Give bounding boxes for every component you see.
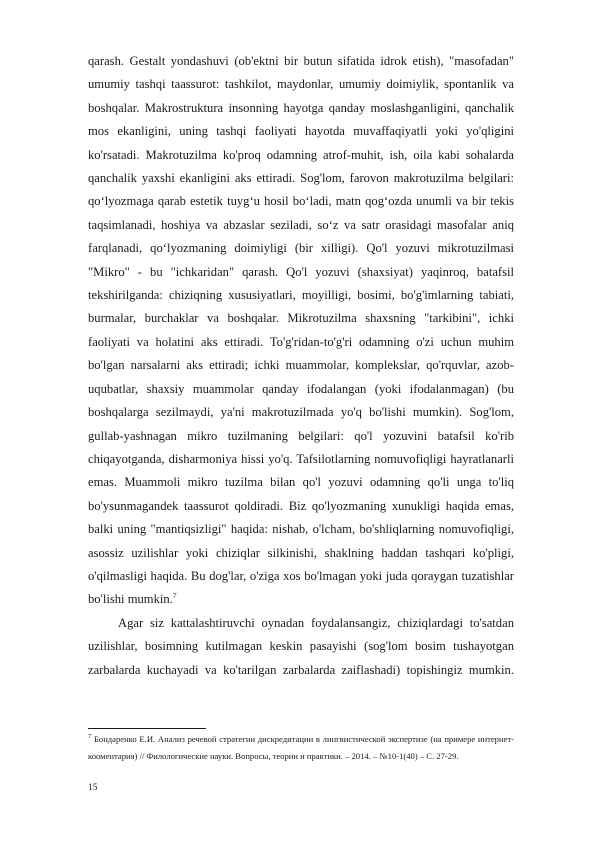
footnote-number: 7 — [88, 733, 92, 741]
paragraph-1-text: qarash. Gestalt yondashuvi (ob'ektni bir butun sifatida idrok etish), "masofadan" umumiy tashqi taassurot: tashkilot, maydonlar, umumiy doimiylik, spontanlik va boshqalar. Makrostruktura insonning hayotga qanday moslashganligini, qanchalik mos ekanligini, uning tashqi faoliyati hayotda muvaffaqiyatli yoki yo'qligini ko'rsatadi. Makrotuzilma ko'proq odamning atrof-muhit, ish, oila kabi sohalarda qanchalik yaxshi ekanligini aks ettiradi. Sog'lom, farovon makrotuzilma belgilari: qo‘lyozmaga qarab estetik tuyg‘u hosil bo‘ladi, matn qog‘ozda unumli va bir tekis taqsimlanadi, hoshiya va abzaslar seziladi, so‘z va satr orasidagi masofalar aniq farqlanadi, qo‘lyozmaning doimiyligi (bir xilligi). Qo'l yozuvi mikrotuzilmasi "Mikro" - bu "ichkaridan" qarash. Qo'l yozuvi (shaxsiyat) yaqinroq, batafsil tekshirilganda: chiziqning xususiyatlari, moyilligi, bosimi, bo'g'imlarning tabiati, burmalar, burchaklar va boshqalar. Mikrotuzilma shaxsning "tarkibini", ichki faoliyati va holatini aks ettiradi. To'g'ridan-to'g'ri odamning o'zi uchun muhim bo'lgan narsalarni aks ettiradi; ichki muammolar, komplekslar, qo'rquvlar, azob-uqubatlar, shaxsiy muammolar qanday ifodalangan (yoki ifodalanmagan) (bu boshqalarga sezilmaydi, ya'ni makrotuzilmada yo'q bo'lishi mumkin). Sog'lom, gullab-yashnagan mikro tuzilmaning belgilari: qo'l yozuvini batafsil ko'rib chiqayotganda, disharmoniya hissi yo'q. Tafsilotlarning nomuvofiqligi hayratlanarli emas. Muammoli mikro tuzilma bilan qo'l yozuvi odamning qo'li unga to'liq bo'ysunmagandek taassurot qoldiradi. Biz qo'lyozmaning xunukligi haqida emas, balki uning "mantiqsizligi" haqida: nishab, o'lcham, bo'shliqlarning nomuvofiqligi, asossiz uzilishlar yoki chiziqlar silkinishi, shaklning haddan tashqari ko'pligi, o'qilmasligi haqida. Bu dog'lar, o'ziga xos bo'lmagan yoki juda qoraygan tuzatishlar bo'lishi mumkin. — [88, 54, 514, 607]
footnote — [88, 731, 514, 764]
footnote-divider — [88, 728, 206, 729]
body-paragraph-1 — [88, 50, 514, 612]
body-paragraph-2: Agar siz kattalashtiruvchi oynadan foydalansangiz, chiziqlardagi to'satdan uzilishlar, bosimning kutilmagan keskin pasayishi (sog'lom bosim tushayotgan zarbalarda kuchayadi va ko'tarilgan zarbalarda zaiflashadi) topishingiz mumkin. — [88, 615, 514, 677]
main-text — [88, 50, 514, 682]
footnote-reference[interactable]: 7 — [172, 591, 177, 601]
footnote-text: Бондаренко Е.И. Анализ речевой стратегии дискредитации в лингвистической экспертизе (на примере интернет-кооментария) // Филологические науки. Вопросы, теории и практики. – 2014. – №10-1(40) – С. 27-29. — [88, 734, 514, 761]
page-number: 15 — [88, 783, 98, 793]
